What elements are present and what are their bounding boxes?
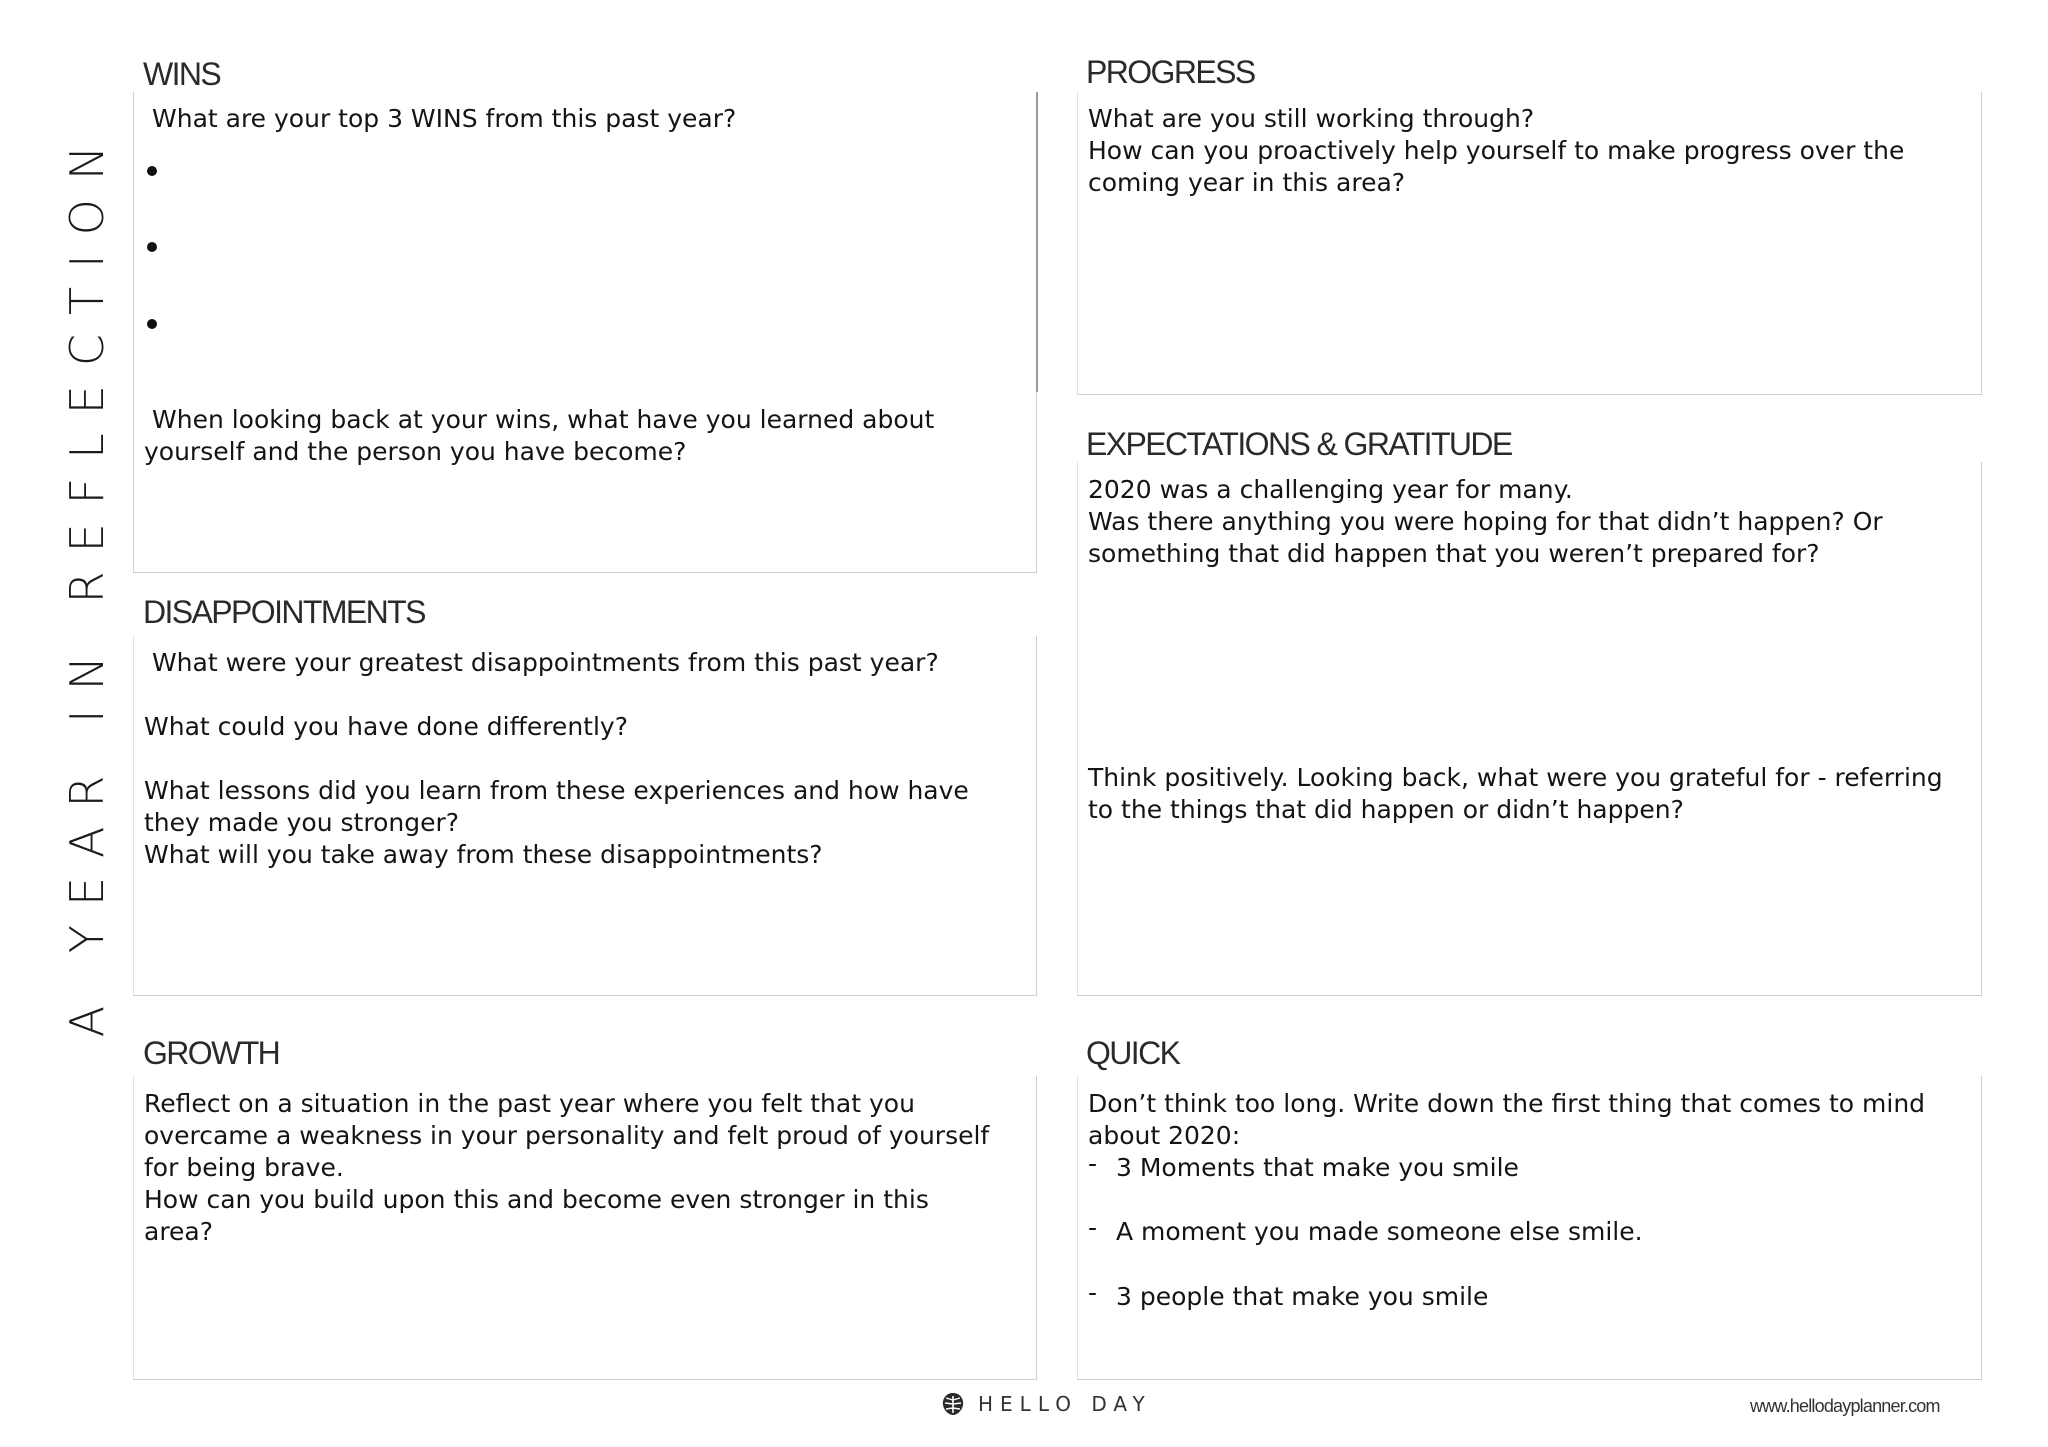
expectations-title: EXPECTATIONS & GRATITUDE <box>1086 426 1512 462</box>
page-title-text: A YEAR IN REFLECTION <box>60 126 114 1038</box>
monstera-leaf-icon <box>940 1391 966 1417</box>
quick-intro: Don’t think too long. Write down the first thing that comes to mind about 2020: <box>1088 1089 1926 1150</box>
wins-followup: When looking back at your wins, what have you learned about yourself and the person you have become? <box>144 405 935 466</box>
footer-brand <box>940 1391 1152 1417</box>
wins-bullet-2 <box>147 242 157 252</box>
wins-bullet-1 <box>147 166 157 176</box>
wins-title: WINS <box>143 56 221 92</box>
wins-box[interactable] <box>133 92 1037 573</box>
footer-url[interactable]: www.hellodayplanner.com <box>1750 1396 1940 1416</box>
disappointments-title: DISAPPOINTMENTS <box>143 594 425 630</box>
progress-text: What are you still working through? How can you proactively help yourself to make progress over the coming year in this area? <box>1088 104 1905 197</box>
brand-name: HELLO DAY <box>978 1392 1152 1416</box>
wins-box-edge <box>1036 92 1038 392</box>
quick-item-2: - A moment you made someone else smile. <box>1088 1213 1643 1246</box>
growth-text: Reflect on a situation in the past year where you felt that you overcame a weakness in your personality and felt proud of yourself for being brave. How can you build upon this and become even stronger in this area? <box>144 1089 990 1246</box>
quick-item-3: - 3 people that make you smile <box>1088 1278 1489 1311</box>
quick-item-1: - 3 Moments that make you smile <box>1088 1149 1519 1182</box>
wins-question: What are your top 3 WINS from this past year? <box>152 104 737 133</box>
quick-title: QUICK <box>1086 1035 1180 1071</box>
page-title <box>52 0 122 1447</box>
expectations-text: 2020 was a challenging year for many. Was there anything you were hoping for that didn’t happen? Or something that did happen that you weren’t prepared for? <box>1088 475 1883 568</box>
progress-title: PROGRESS <box>1086 54 1255 90</box>
gratitude-text: Think positively. Looking back, what were you grateful for - referring to the things that did happen or didn’t happen? <box>1088 763 1943 824</box>
growth-title: GROWTH <box>143 1035 280 1071</box>
wins-bullet-3 <box>147 319 157 329</box>
disappointments-text: What were your greatest disappointments from this past year? What could you have done differently? What lessons did you learn from these experiences and how have they made you stronger? What will you take away from these disappointments? <box>144 648 969 869</box>
